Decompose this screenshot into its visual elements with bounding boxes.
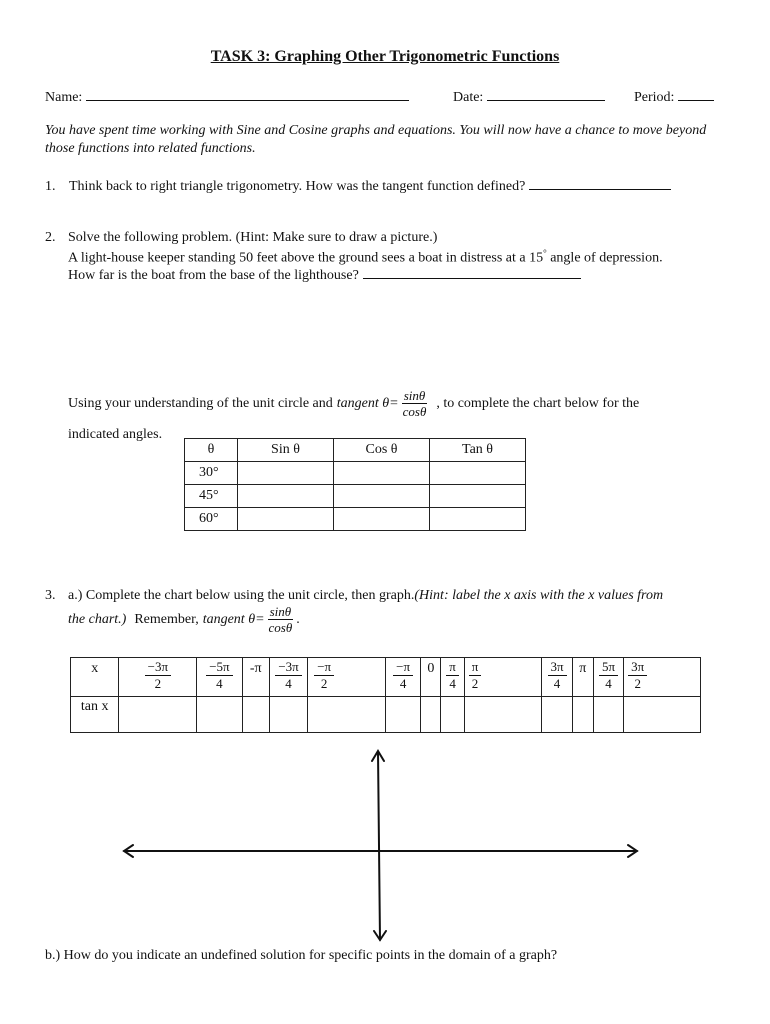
- x-pi: π: [572, 658, 593, 697]
- fraction-denominator: cosθ: [268, 620, 293, 635]
- q3-hint-end: the chart.): [68, 611, 127, 627]
- fraction-numerator: sinθ: [269, 604, 292, 619]
- x-minus-pi: -π: [242, 658, 269, 697]
- q3-period: .: [296, 611, 300, 627]
- q3-number: 3.: [45, 588, 56, 603]
- q2-line3-text: How far is the boat from the base of the lighthouse?: [68, 268, 359, 283]
- x-3pi-over-4: $\frac{3\pi}{4}$: [542, 658, 572, 697]
- date-label: Date:: [453, 90, 484, 105]
- q3-hint: (Hint: label the x axis with the x values from: [414, 588, 664, 603]
- tangent-label: tangent θ=: [336, 395, 399, 411]
- angle-30: 30°: [185, 462, 238, 485]
- angle-45: 45°: [185, 485, 238, 508]
- fraction-numerator: sinθ: [403, 388, 426, 403]
- q1-number: 1.: [45, 179, 56, 194]
- header-tan: Tan θ: [430, 439, 526, 462]
- q3b-text: b.) How do you indicate an undefined solution for specific points in the domain of a graph?: [45, 948, 558, 963]
- q3-line1-text: a.) Complete the chart below using the unit circle, then graph.: [68, 588, 415, 603]
- degree-symbol: °: [543, 248, 547, 258]
- unit-circle-prefix: Using your understanding of the unit circle and: [68, 395, 333, 411]
- period-label: Period:: [634, 90, 675, 105]
- q3-remember: Remember,: [134, 611, 199, 627]
- x-pi-over-2: $\frac{\pi}{2}$: [464, 658, 542, 697]
- x-3pi-over-2: $\frac{3\pi}{2}$: [624, 658, 701, 697]
- header-cos: Cos θ: [334, 439, 430, 462]
- q2-line2-start: A light-house keeper standing 50 feet above the ground sees a boat in distress at a 15: [68, 250, 544, 266]
- x-zero: 0: [421, 658, 441, 697]
- x-header: x: [71, 658, 119, 697]
- header-theta: θ: [185, 439, 238, 462]
- q2-line2-end: angle of depression.: [546, 250, 663, 266]
- unit-circle-suffix: , to complete the chart below for the: [436, 395, 640, 411]
- x-pi-over-4: $\frac{\pi}{4}$: [441, 658, 464, 697]
- unit-circle-line2: indicated angles.: [68, 427, 163, 442]
- tan-x-header: tan x: [71, 697, 119, 733]
- x-5pi-over-4: $\frac{5\pi}{4}$: [593, 658, 623, 697]
- q2-number: 2.: [45, 230, 56, 245]
- angle-60: 60°: [185, 508, 238, 531]
- q1-text: Think back to right triangle trigonometry. How was the tangent function defined?: [69, 179, 526, 194]
- y-axis-line: [378, 752, 380, 940]
- worksheet-title: TASK 3: Graphing Other Trigonometric Functions: [210, 48, 560, 65]
- x-minus-3pi-over-4: $\frac{-3\pi}{4}$: [269, 658, 307, 697]
- intro-text: You have spent time working with Sine and Cosine graphs and equations. You will now have a chance to move beyond those functions into related functions.: [45, 123, 707, 156]
- x-minus-5pi-over-4: $\frac{-5\pi}{4}$: [197, 658, 242, 697]
- q2-line1: Solve the following problem. (Hint: Make sure to draw a picture.): [68, 230, 438, 245]
- x-minus-pi-over-2: $\frac{-\pi}{2}$: [308, 658, 386, 697]
- fraction-denominator: cosθ: [402, 404, 427, 419]
- header-sin: Sin θ: [238, 439, 334, 462]
- x-minus-3pi-over-2: $\frac{-3\pi}{2}$: [119, 658, 197, 697]
- q3-tangent-label: tangent θ=: [202, 611, 265, 627]
- name-label: Name:: [45, 90, 83, 105]
- x-minus-pi-over-4: $\frac{-\pi}{4}$: [385, 658, 420, 697]
